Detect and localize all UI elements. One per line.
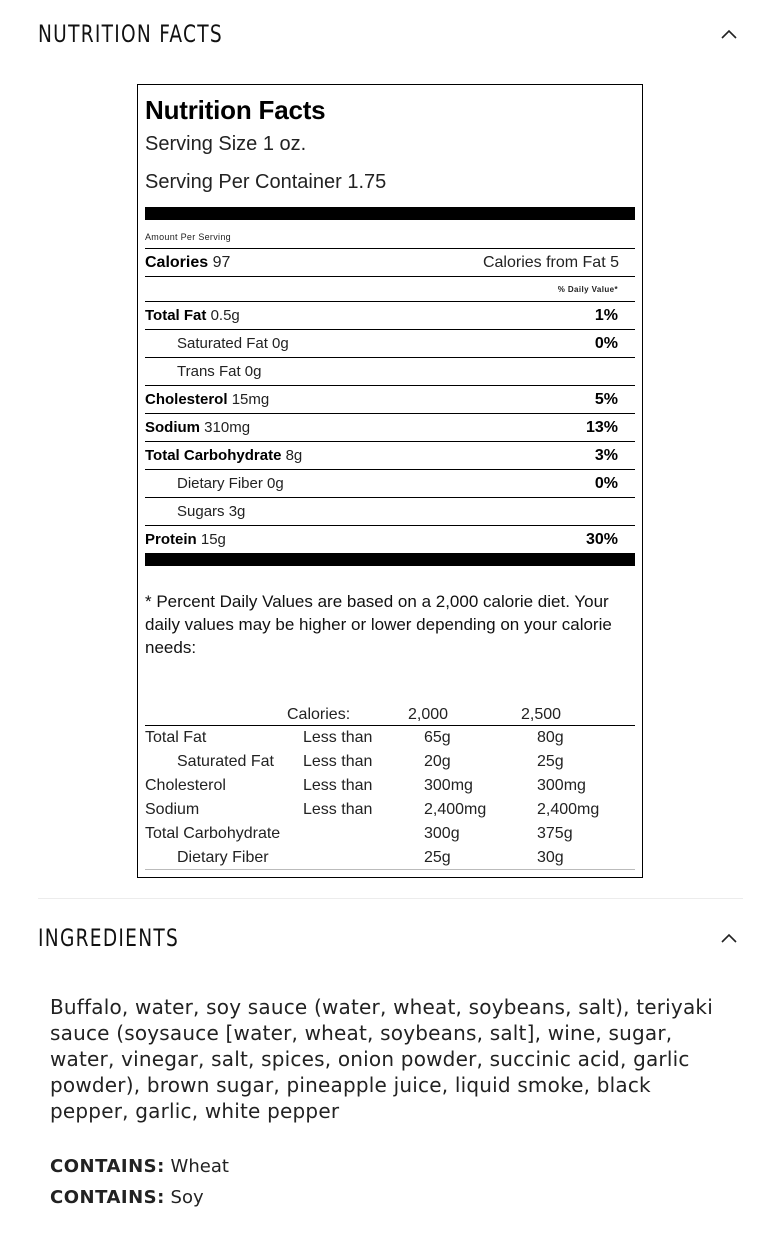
dv-cell: Less than — [303, 777, 373, 794]
nutrient-pct: 5% — [594, 390, 618, 408]
dv-cell: 25g — [537, 753, 564, 770]
dv-cell: 300mg — [424, 777, 473, 794]
dv-cell: 65g — [424, 729, 451, 746]
calories-value: 97 — [212, 253, 231, 271]
dv-cell: 80g — [537, 729, 564, 746]
nutrient-pct: 13% — [585, 418, 618, 436]
nutrient-name: Sugars 3g — [177, 503, 246, 520]
calories-from-fat: Calories from Fat 5 — [482, 253, 619, 271]
nutrient-row-saturated-fat — [145, 329, 635, 357]
dv-cell: Total Fat — [145, 729, 207, 746]
nutrition-label — [137, 84, 643, 878]
ingredients-header[interactable] — [38, 918, 743, 958]
calories-row — [145, 248, 635, 276]
nutrient-row-dietary-fiber — [145, 469, 635, 497]
dv-cell: 2,400mg — [424, 801, 487, 818]
contains-label: CONTAINS: — [50, 1187, 165, 1208]
label-title: Nutrition Facts — [145, 95, 326, 125]
dv-cell: Sodium — [145, 801, 200, 818]
nutrient-name: Total Fat — [145, 307, 207, 324]
dv-table-row — [145, 846, 635, 870]
dv-cell: Dietary Fiber — [177, 848, 269, 866]
calories-label: Calories — [145, 253, 209, 271]
dv-table-row — [145, 822, 635, 846]
allergen-contains-soy — [50, 1187, 204, 1208]
dv-header-cell: Calories: — [287, 706, 351, 723]
dv-table-row — [145, 798, 635, 822]
nutrition-facts-header[interactable] — [38, 14, 743, 54]
thick-divider — [145, 207, 635, 220]
dv-cell: Less than — [303, 729, 373, 746]
contains-value: Soy — [170, 1187, 204, 1208]
nutrient-amount: 0.5g — [210, 307, 240, 324]
dv-cell: 30g — [537, 848, 564, 866]
allergen-contains-wheat — [50, 1156, 229, 1177]
daily-value-header: % Daily Value* — [557, 284, 618, 294]
dv-table-row — [145, 774, 635, 798]
nutrient-amount: 310mg — [204, 419, 251, 436]
nutrient-name: Total Carbohydrate — [145, 447, 282, 464]
nutrition-facts-title: NUTRITION FACTS — [38, 20, 223, 48]
nutrient-name: Cholesterol — [145, 391, 228, 408]
nutrient-pct: 30% — [585, 530, 618, 548]
daily-value-header-row — [145, 276, 635, 301]
dv-header-cell: 2,500 — [521, 706, 562, 723]
nutrient-pct: 1% — [594, 306, 618, 324]
nutrient-row-cholesterol — [145, 385, 635, 413]
chevron-up-icon[interactable] — [715, 924, 743, 952]
dv-cell: Saturated Fat — [177, 753, 274, 770]
dv-cell: Cholesterol — [145, 777, 226, 794]
nutrient-amount: 15mg — [231, 391, 270, 408]
nutrient-row-sugars — [145, 497, 635, 525]
dv-cell: 300g — [424, 825, 460, 842]
amount-per-serving: Amount Per Serving — [145, 232, 231, 242]
dv-cell: Total Carbohydrate — [145, 825, 281, 842]
dv-cell: 2,400mg — [537, 801, 600, 818]
thick-divider — [145, 553, 635, 566]
nutrient-row-trans-fat — [145, 357, 635, 385]
dv-table-row — [145, 726, 635, 750]
section-divider — [38, 898, 743, 899]
dv-cell: 25g — [424, 848, 451, 866]
nutrient-name: Saturated Fat 0g — [177, 335, 289, 352]
nutrient-row-protein — [145, 525, 635, 553]
nutrient-pct: 0% — [594, 334, 618, 352]
contains-value: Wheat — [170, 1156, 229, 1177]
dv-table-row — [145, 750, 635, 774]
nutrient-pct: 3% — [594, 446, 618, 464]
dv-header-cell: 2,000 — [408, 706, 449, 723]
dv-cell: 20g — [424, 753, 451, 770]
nutrient-pct: 0% — [594, 474, 618, 492]
nutrient-name: Dietary Fiber 0g — [177, 475, 284, 492]
daily-value-footnote: * Percent Daily Values are based on a 2,000 calorie diet. Your daily values may be higher or lower depending on your calorie needs: — [145, 592, 612, 657]
nutrient-row-total-carbohydrate — [145, 441, 635, 469]
servings-per-container: Serving Per Container 1.75 — [145, 171, 387, 193]
dv-table-header — [145, 706, 635, 726]
contains-label: CONTAINS: — [50, 1156, 165, 1177]
dv-cell: Less than — [303, 753, 373, 770]
nutrient-amount: 15g — [200, 531, 226, 548]
dv-cell: 375g — [537, 825, 573, 842]
nutrient-name: Trans Fat 0g — [177, 363, 262, 380]
nutrient-row-sodium — [145, 413, 635, 441]
ingredients-text: Buffalo, water, soy sauce (water, wheat, soybeans, salt), teriyaki sauce (soysauce [water, wheat, soybeans, salt], wine, sugar, water, vinegar, salt, spices, onion powder, succinic acid, garlic powder), brown sugar, pineapple juice, liquid smoke, black pepper, garlic, white pepper — [50, 995, 713, 1123]
serving-size: Serving Size 1 oz. — [145, 133, 307, 155]
dv-cell: 300mg — [537, 777, 586, 794]
daily-value-table — [145, 706, 635, 870]
nutrient-row-total-fat — [145, 301, 635, 329]
nutrient-amount: 8g — [285, 447, 303, 464]
nutrient-name: Sodium — [145, 419, 200, 436]
ingredients-title: INGREDIENTS — [38, 924, 180, 952]
nutrient-name: Protein — [145, 531, 197, 548]
chevron-up-icon[interactable] — [715, 20, 743, 48]
dv-cell: Less than — [303, 801, 373, 818]
